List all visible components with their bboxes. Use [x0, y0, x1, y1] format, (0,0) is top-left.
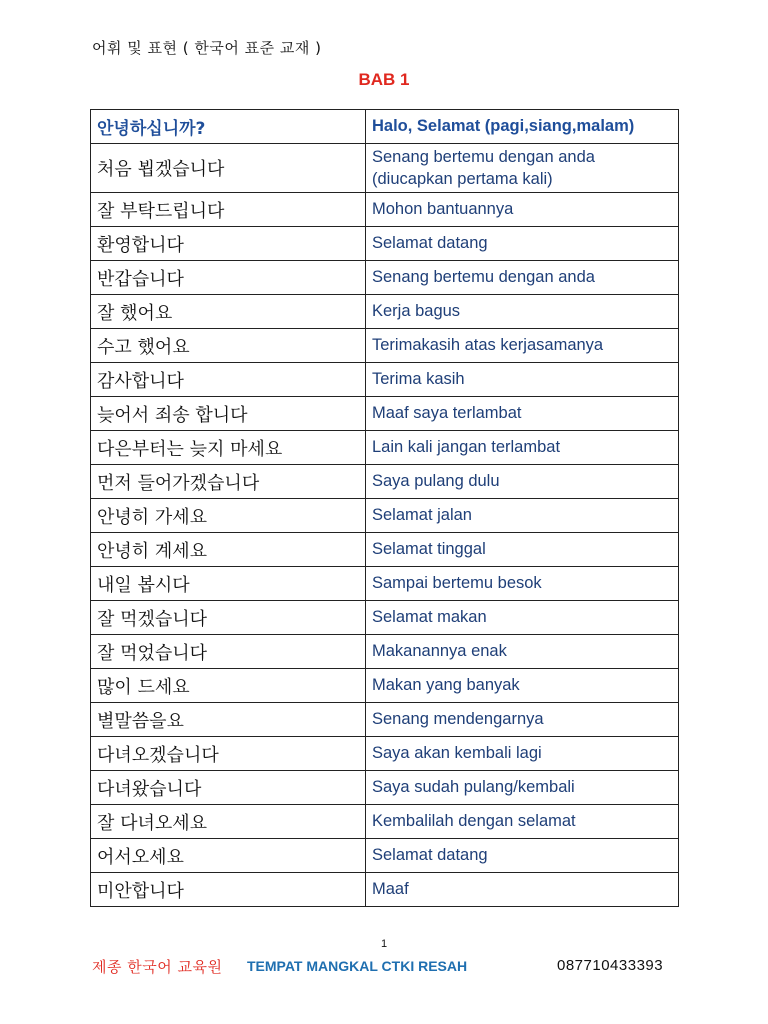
korean-phrase: 미안합니다	[91, 873, 366, 907]
korean-phrase: 늦어서 죄송 합니다	[91, 397, 366, 431]
korean-phrase: 안녕하십니까?	[91, 110, 366, 144]
korean-phrase: 감사합니다	[91, 363, 366, 397]
table-row	[91, 110, 679, 144]
table-row	[91, 737, 679, 771]
table-row	[91, 703, 679, 737]
table-row	[91, 363, 679, 397]
indonesian-meaning: Terimakasih atas kerjasamanya	[366, 329, 679, 363]
table-row	[91, 295, 679, 329]
indonesian-meaning: Lain kali jangan terlambat	[366, 431, 679, 465]
document-header-title: 어휘 및 표현 ( 한국어 표준 교재 )	[92, 39, 322, 57]
footer-phone-number: 087710433393	[557, 957, 664, 974]
korean-phrase: 다녀오겠습니다	[91, 737, 366, 771]
table-row	[91, 805, 679, 839]
indonesian-meaning: Halo, Selamat (pagi,siang,malam)	[366, 110, 679, 144]
table-row	[91, 465, 679, 499]
korean-phrase: 안녕히 가세요	[91, 499, 366, 533]
korean-phrase: 다은부터는 늦지 마세요	[91, 431, 366, 465]
korean-phrase: 잘 다녀오세요	[91, 805, 366, 839]
indonesian-meaning: Selamat makan	[366, 601, 679, 635]
table-row	[91, 397, 679, 431]
indonesian-meaning: Maaf	[366, 873, 679, 907]
korean-phrase: 별말씀을요	[91, 703, 366, 737]
korean-phrase: 안녕히 계세요	[91, 533, 366, 567]
table-row	[91, 839, 679, 873]
korean-phrase: 처음 뵙겠습니다	[91, 144, 366, 193]
table-row	[91, 227, 679, 261]
korean-phrase: 반갑습니다	[91, 261, 366, 295]
korean-phrase: 어서오세요	[91, 839, 366, 873]
table-row	[91, 771, 679, 805]
indonesian-meaning: Senang bertemu dengan anda (diucapkan pertama kali)	[366, 144, 679, 193]
indonesian-meaning: Saya sudah pulang/kembali	[366, 771, 679, 805]
indonesian-meaning: Selamat jalan	[366, 499, 679, 533]
indonesian-meaning: Kembalilah dengan selamat	[366, 805, 679, 839]
indonesian-meaning: Selamat tinggal	[366, 533, 679, 567]
indonesian-meaning: Maaf saya terlambat	[366, 397, 679, 431]
korean-phrase: 환영합니다	[91, 227, 366, 261]
indonesian-meaning: Makanannya enak	[366, 635, 679, 669]
table-row	[91, 329, 679, 363]
indonesian-meaning: Selamat datang	[366, 839, 679, 873]
korean-phrase: 내일 봅시다	[91, 567, 366, 601]
korean-phrase: 잘 먹었습니다	[91, 635, 366, 669]
indonesian-meaning: Saya akan kembali lagi	[366, 737, 679, 771]
table-row	[91, 144, 679, 193]
table-row	[91, 499, 679, 533]
korean-phrase: 먼저 들어가겠습니다	[91, 465, 366, 499]
korean-phrase: 잘 부탁드립니다	[91, 193, 366, 227]
indonesian-meaning: Senang bertemu dengan anda	[366, 261, 679, 295]
indonesian-meaning: Selamat datang	[366, 227, 679, 261]
table-row	[91, 567, 679, 601]
indonesian-meaning: Makan yang banyak	[366, 669, 679, 703]
table-row	[91, 669, 679, 703]
korean-phrase: 다녀왔습니다	[91, 771, 366, 805]
indonesian-meaning: Mohon bantuannya	[366, 193, 679, 227]
table-row	[91, 193, 679, 227]
table-row	[91, 431, 679, 465]
indonesian-meaning: Saya pulang dulu	[366, 465, 679, 499]
korean-phrase: 수고 했어요	[91, 329, 366, 363]
indonesian-meaning: Sampai bertemu besok	[366, 567, 679, 601]
korean-phrase: 많이 드세요	[91, 669, 366, 703]
table-row	[91, 873, 679, 907]
page-number: 1	[380, 938, 388, 950]
table-row	[91, 635, 679, 669]
indonesian-meaning: Terima kasih	[366, 363, 679, 397]
vocabulary-table	[90, 109, 679, 907]
table-row	[91, 533, 679, 567]
table-row	[91, 601, 679, 635]
chapter-heading: BAB 1	[358, 70, 410, 89]
indonesian-meaning: Kerja bagus	[366, 295, 679, 329]
korean-phrase: 잘 했어요	[91, 295, 366, 329]
footer-institution-name: 제종 한국어 교육원	[92, 958, 223, 976]
korean-phrase: 잘 먹겠습니다	[91, 601, 366, 635]
footer-center-text: TEMPAT MANGKAL CTKI RESAH	[247, 958, 468, 974]
table-row	[91, 261, 679, 295]
indonesian-meaning: Senang mendengarnya	[366, 703, 679, 737]
